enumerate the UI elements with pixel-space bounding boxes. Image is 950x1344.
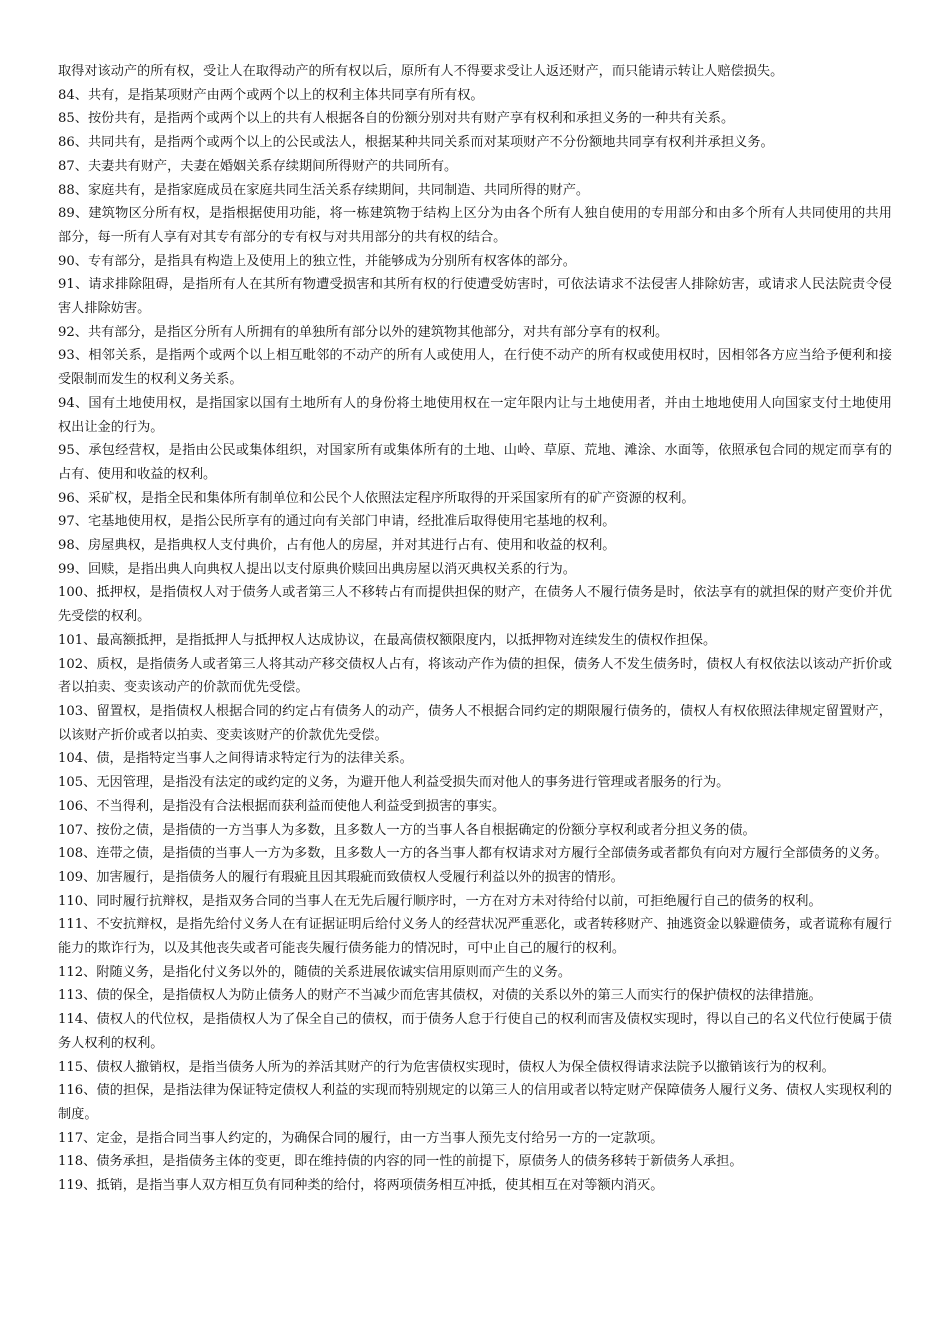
definition-112: 112、附随义务，是指化付义务以外的，随债的关系进展依诚实信用原则而产生的义务。 [58, 964, 572, 980]
definition-115: 115、债权人撤销权，是指当债务人所为的养活其财产的行为危害债权实现时，债权人为保全债权得请求法院予以撤销该行为的权利。 [58, 1059, 835, 1075]
definition-109: 109、加害履行，是指债务人的履行有瑕疵且因其瑕疵而致债权人受履行利益以外的损害的情形。 [58, 869, 624, 885]
definition-90: 90、专有部分，是指具有构造上及使用上的独立性，并能够成为分别所有权客体的部分。 [58, 253, 576, 269]
definition-106: 106、不当得利，是指没有合法根据而获利益而使他人利益受到损害的事实。 [58, 798, 506, 814]
definition-119: 119、抵销，是指当事人双方相互负有同种类的给付，将两项债务相互冲抵，使其相互在对等额内消灭。 [58, 1178, 664, 1194]
definition-94: 94、国有土地使用权，是指国家以国有土地所有人的身份将土地使用权在一定年限内让与土地使用者，并由土地地使用人向国家支付土地使用权出让金的行为。 [58, 395, 892, 435]
definition-116: 116、债的担保，是指法律为保证特定债权人利益的实现而特别规定的以第三人的信用或者以特定财产保障债务人履行义务、债权人实现权利的制度。 [58, 1083, 892, 1122]
definition-103: 103、留置权，是指债权人根据合同的约定占有债务人的动产，债务人不根据合同约定的期限履行债务的，债权人有权依照法律规定留置财产，以该财产折价或者以拍卖、变卖该财产的价款优先受偿。 [58, 703, 892, 743]
definition-99: 99、回赎，是指出典人向典权人提出以支付原典价赎回出典房屋以消灭典权关系的行为。 [58, 561, 576, 577]
definition-102: 102、质权，是指债务人或者第三人将其动产移交债权人占有，将该动产作为债的担保，债务人不发生债务时，债权人有权依法以该动产折价或者以拍卖、变卖该动产的价款而优先受偿。 [58, 656, 892, 696]
definition-111: 111、不安抗辩权，是指先给付义务人在有证据证明后给付义务人的经营状况严重恶化，或者转移财产、抽逃资金以躲避债务，或者谎称有履行能力的欺诈行为，以及其他丧失或者可能丧失履行债务能力的情况时，可中止自己的履行的权利。 [58, 917, 892, 957]
definition-101: 101、最高额抵押，是指抵押人与抵押权人达成协议，在最高债权额限度内，以抵押物对连续发生的债权作担保。 [58, 632, 717, 648]
definition-86: 86、共同共有，是指两个或两个以上的公民或法人，根据某种共同关系而对某项财产不分份额地共同享有权利并承担义务。 [58, 135, 774, 151]
definition-87: 87、夫妻共有财产，夫妻在婚姻关系存续期间所得财产的共同所有。 [58, 158, 458, 174]
definition-108: 108、连带之债，是指债的当事人一方为多数，且多数人一方的各当事人都有权请求对方履行全部债务或者都负有向对方履行全部债务的义务。 [58, 846, 888, 862]
definition-105: 105、无因管理，是指没有法定的或约定的义务，为避开他人利益受损失而对他人的事务进行管理或者服务的行为。 [58, 775, 730, 791]
definition-89: 89、建筑物区分所有权，是指根据使用功能，将一栋建筑物于结构上区分为由各个所有人独自使用的专用部分和由多个所有人共同使用的共用部分，每一所有人享有对其专有部分的专有权与对共用部分的共有权的结合。 [58, 206, 892, 245]
definition-85: 85、按份共有，是指两个或两个以上的共有人根据各自的份额分别对共有财产享有权利和承担义务的一种共有关系。 [58, 111, 735, 127]
definition-107: 107、按份之债，是指债的一方当事人为多数，且多数人一方的当事人各自根据确定的份额分享权利或者分担义务的债。 [58, 822, 756, 838]
definition-118: 118、债务承担，是指债务主体的变更，即在维持债的内容的同一性的前提下，原债务人的债务移转于新债务人承担。 [58, 1154, 743, 1170]
definition-84: 84、共有，是指某项财产由两个或两个以上的权利主体共同享有所有权。 [58, 87, 484, 103]
definition-92: 92、共有部分，是指区分所有人所拥有的单独所有部分以外的建筑物其他部分，对共有部分享有的权利。 [58, 324, 669, 340]
definition-104: 104、债，是指特定当事人之间得请求特定行为的法律关系。 [58, 751, 413, 767]
definition-93: 93、相邻关系，是指两个或两个以上相互毗邻的不动产的所有人或使用人，在行使不动产的所有权或使用权时，因相邻各方应当给予便利和接受限制而发生的权利义务关系。 [58, 348, 892, 388]
definition-96: 96、采矿权，是指全民和集体所有制单位和公民个人依照法定程序所取得的开采国家所有的矿产资源的权利。 [58, 490, 695, 506]
paragraph-continuation: 取得对该动产的所有权，受让人在取得动产的所有权以后，原所有人不得要求受让人返还财产，而只能请示转让人赔偿损失。 [58, 64, 784, 79]
definition-114: 114、债权人的代位权，是指债权人为了保全自己的债权，而于债务人怠于行使自己的权利而害及债权实现时，得以自己的名义代位行使属于债务人权利的权利。 [58, 1012, 892, 1051]
definition-95: 95、承包经营权，是指由公民或集体组织，对国家所有或集体所有的土地、山岭、草原、荒地、滩涂、水面等，依照承包合同的规定而享有的占有、使用和收益的权利。 [58, 443, 892, 482]
definition-117: 117、定金，是指合同当事人约定的，为确保合同的履行，由一方当事人预先支付给另一方的一定款项。 [58, 1130, 664, 1146]
definition-88: 88、家庭共有，是指家庭成员在家庭共同生活关系存续期间，共同制造、共同所得的财产。 [58, 182, 590, 198]
definition-91: 91、请求排除阻碍，是指所有人在其所有物遭受损害和其所有权的行使遭受妨害时，可依法请求不法侵害人排除妨害，或请求人民法院责令侵害人排除妨害。 [58, 277, 892, 317]
definition-97: 97、宅基地使用权，是指公民所享有的通过向有关部门申请，经批准后取得使用宅基地的权利。 [58, 514, 616, 530]
definition-110: 110、同时履行抗辩权，是指双务合同的当事人在无先后履行顺序时，一方在对方未对待给付以前，可拒绝履行自己的债务的权利。 [58, 893, 822, 909]
definition-100: 100、抵押权，是指债权人对于债务人或者第三人不移转占有而提供担保的财产，在债务人不履行债务是时，依法享有的就担保的财产变价并优先受偿的权利。 [58, 585, 892, 625]
definition-98: 98、房屋典权，是指典权人支付典价，占有他人的房屋，并对其进行占有、使用和收益的权利。 [58, 538, 616, 554]
definition-113: 113、债的保全，是指债权人为防止债务人的财产不当减少而危害其债权，对债的关系以外的第三人而实行的保护债权的法律措施。 [58, 988, 822, 1004]
